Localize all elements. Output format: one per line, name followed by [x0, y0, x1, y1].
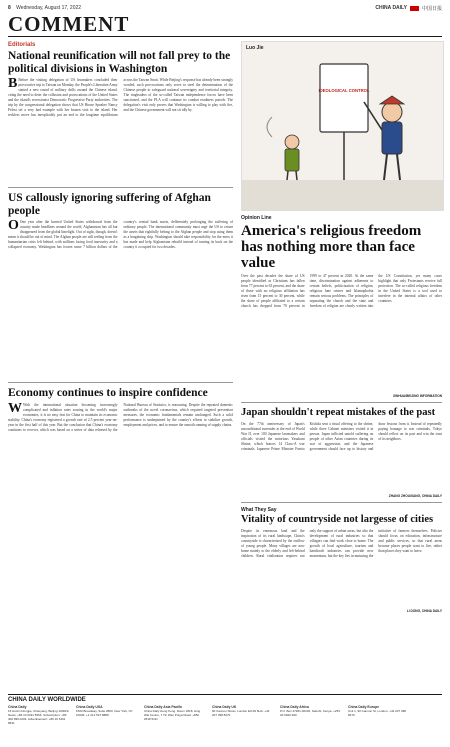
drop-cap: O — [8, 220, 19, 233]
opinion-line-label: Opinion Line — [241, 215, 272, 221]
left-column — [8, 41, 233, 613]
page-number: 8 — [8, 5, 11, 11]
afghan-body — [8, 220, 233, 378]
masthead-block — [212, 705, 274, 725]
logo-icon — [410, 6, 419, 11]
masthead-block — [280, 705, 342, 725]
cartoon-credit: Luo Jie — [246, 45, 264, 51]
paper-brand — [375, 5, 442, 12]
japan-headline: Japan shouldn't repeat mistakes of the past — [241, 407, 436, 418]
vitality-text: Despite its enormous land and the inspiration of its rural landscape, China's countryside is characterized by the outflow of young people. Many villages are now home mainly to the elderly and left-behind children. Rural vitalization requires not only the support of urban areas, but also the development of rural industries so that villagers can find work close to home. The growth of local agriculture, tourism and handicraft industries can provide new momentum, but the key lies in nurturing the initiative of farmers themselves. Policies should focus on education, infrastructure and public services, so that rural areas become places people want to live, rather than places they want to leave. — [241, 529, 442, 558]
section-title: COMMENT — [8, 13, 442, 37]
afghan-headline: US callously ignoring suffering of Afghan people — [8, 192, 211, 217]
masthead-block-head: China Daily USA — [76, 705, 103, 709]
editorial-headline: National reunification will not fall prey to the political divisions in Washington — [8, 50, 231, 75]
paper-name-cn: 中国日报 — [421, 5, 442, 12]
paper-name: CHINA DAILY — [375, 5, 407, 11]
religious-text: Over the past decades the share of US people identified as Christians has fallen from 77 percent to 63 percent, and the share of those with no religious affiliation has risen from 15 percent to 30 percent, while the share of people affiliated to a certain church has dropped from 70 percent in 1999 to 47 percent in 2020. At the same time, discrimination against adherents to certain beliefs, politicization of religion, religious hate crimes and Islamophobia remain serious problems. The principles of separating the church and the state and freedom of religion are clearly written into the US Constitution, yet many cases highlight that only Protestants receive full protection. The so-called religious freedom in the United States is a tool used to interfere in the internal affairs of other countries. — [241, 274, 442, 308]
masthead-footer — [8, 694, 442, 743]
religious-body — [241, 274, 442, 392]
masthead-block-text: 90 Cannon Street, London EC4N 6HA. +44 207 398 8270 — [212, 709, 270, 717]
cartoon-sign: IDEOLOGICAL CONTROL — [318, 88, 370, 93]
masthead-block-head: China Daily — [8, 705, 27, 709]
economy-headline: Economy continues to inspire confidence — [8, 387, 208, 399]
japan-text: On the 77th anniversary of Japan's unconditional surrender at the end of World War II, over 100 Japanese lawmakers and officials visited the notorious Yasukuni Shrine, which honors 14 Class-A war criminals. Japanese Prime Minister Fumio Kishida sent a ritual offering to the shrine, while three Cabinet ministers visited it in person. Japan inflicted untold suffering on people of other Asian countries during its war of aggression, and the Japanese government should face up to history and draw lessons from it. Instead of repeatedly paying homage to war criminals, Tokyo should reflect on its past and win the trust of its neighbors. — [241, 422, 442, 451]
masthead-block-head: China Daily Asia Pacific — [144, 705, 183, 709]
drop-cap: W — [8, 402, 22, 416]
what-they-say-label: What They Say — [241, 507, 277, 513]
religious-headline: America's religious freedom has nothing more than face value — [241, 223, 422, 271]
masthead-block-text: Unit 1, 90 Cannon St, London. +44 207 398 8270 — [348, 709, 406, 717]
masthead-block — [8, 705, 70, 725]
masthead-block-text: China Daily Hong Kong. Room 1818, Hing Wai Centre, 7 Tin Wan Praya Road. +852 2518 5111 — [144, 709, 201, 721]
vitality-headline: Vitality of countryside not largesse of cities — [241, 514, 434, 525]
drop-cap: B — [8, 78, 18, 91]
divider — [8, 382, 233, 383]
page-date: Wednesday, August 17, 2022 — [16, 5, 82, 11]
economy-text: With the international situation becoming increasingly complicated and inflation rates soaring in the world's major economies, it is no easy feat for China to maintain its economic stability. China's economy registered a growth rate of 2.5 percent year-on-year in the first half of this year. But the conclusion that China's economy continues to recover, which was based on a series of data released by the National Bureau of Statistics, is reassuring. Despite the repeated domestic outbreaks of the novel coronavirus, which required targeted prevention measures, the economic fundamentals remain unchanged. Such a solid performance is underpinned by the country's efforts to stabilize growth, employment and prices, and to ensure the smooth running of supply chains. — [8, 402, 233, 432]
masthead-block — [144, 705, 206, 725]
right-column — [241, 41, 442, 613]
masthead-block — [348, 705, 410, 725]
divider — [241, 502, 442, 503]
religious-byline: XINHUA/BEIJING INFORMATION — [393, 394, 442, 398]
masthead-title: CHINA DAILY WORLDWIDE — [8, 697, 86, 703]
masthead-block-text: 1500 Broadway, Suite 2800, New York, NY 10036. +1 212 537 8888 — [76, 709, 133, 717]
afghan-text: One year after the hurried United States withdrawal from the country made headlines around the world, Afghanistan has all but disappeared from the global limelight. Out of sight, though, doesn't mean it should be out of mind. The Afghan people are still reeling from the humanitarian crisis left behind, with millions facing food insecurity and a collapsed economy. Washington has frozen some 7 billion dollars of the country's central bank assets, deliberately prolonging the suffering of ordinary people. The international community must urge the US to return the assets that rightfully belong to the Afghan people and stop using them as a bargaining chip. Washington should take responsibility for the mess it has made and help Afghanistan rebuild instead of turning its back on the country it occupied for two decades. — [8, 220, 233, 249]
editorial-body — [8, 78, 233, 183]
japan-byline: ZHANG ZHOUXIANG, CHINA DAILY — [388, 494, 442, 498]
masthead-block — [76, 705, 138, 725]
editorial-cartoon — [241, 41, 444, 211]
cartoon-illustration — [242, 42, 443, 210]
page-info — [8, 5, 85, 11]
masthead-block-head: China Daily Europe — [348, 705, 380, 709]
vitality-byline: LI DONG, CHINA DAILY — [406, 609, 442, 613]
masthead-block-text: 15 Huixin Dongjie, Chaoyang, Beijing 100029. News: +86 10 6491 8366. Subscription: +86 400 699 0203. Advertisement: +86 10 6491 8631 — [8, 709, 70, 725]
editorials-kicker: Editorials — [8, 42, 36, 48]
masthead-block-head: China Daily UK — [212, 705, 237, 709]
main-columns — [8, 41, 442, 613]
divider — [8, 187, 233, 188]
masthead-block-head: China Daily Africa — [280, 705, 309, 709]
editorial-text: Before the visiting delegation of US lawmakers concluded their provocative trip to Taiwan on Monday, the People's Liberation Army started a new round of military drills around the Chinese island, citing the need to deter the collusion and provocations of the United States and the island's secessionist Democratic Progressive Party authorities. The trip by the congressional delegation shows that US House Speaker Nancy Pelosi set a very bad example with her brazen visit to the island. Her reckless move has inexplicably put an end to the longtime equilibrium across the Taiwan Strait. While Beijing's response has already been strongly worded, such provocations only serve to steel the determination of the Chinese people to safeguard national sovereignty and territorial integrity. The ringleaders of the so-called Taiwan independence forces have been sanctioned, and the PLA will continue its combat readiness patrols. The delegation's visit only proves that Washington is willing to play with fire, and the Chinese government will not sit idly by. — [8, 78, 233, 117]
masthead-block-text: P.O. Box 27281-00100, Nairobi, Kenya. +254 20 6920 900 — [280, 709, 340, 717]
divider — [241, 402, 442, 403]
masthead-grid — [8, 705, 442, 725]
japan-body — [241, 422, 442, 492]
economy-body — [8, 403, 233, 553]
vitality-body — [241, 529, 442, 607]
top-bar — [8, 4, 442, 12]
